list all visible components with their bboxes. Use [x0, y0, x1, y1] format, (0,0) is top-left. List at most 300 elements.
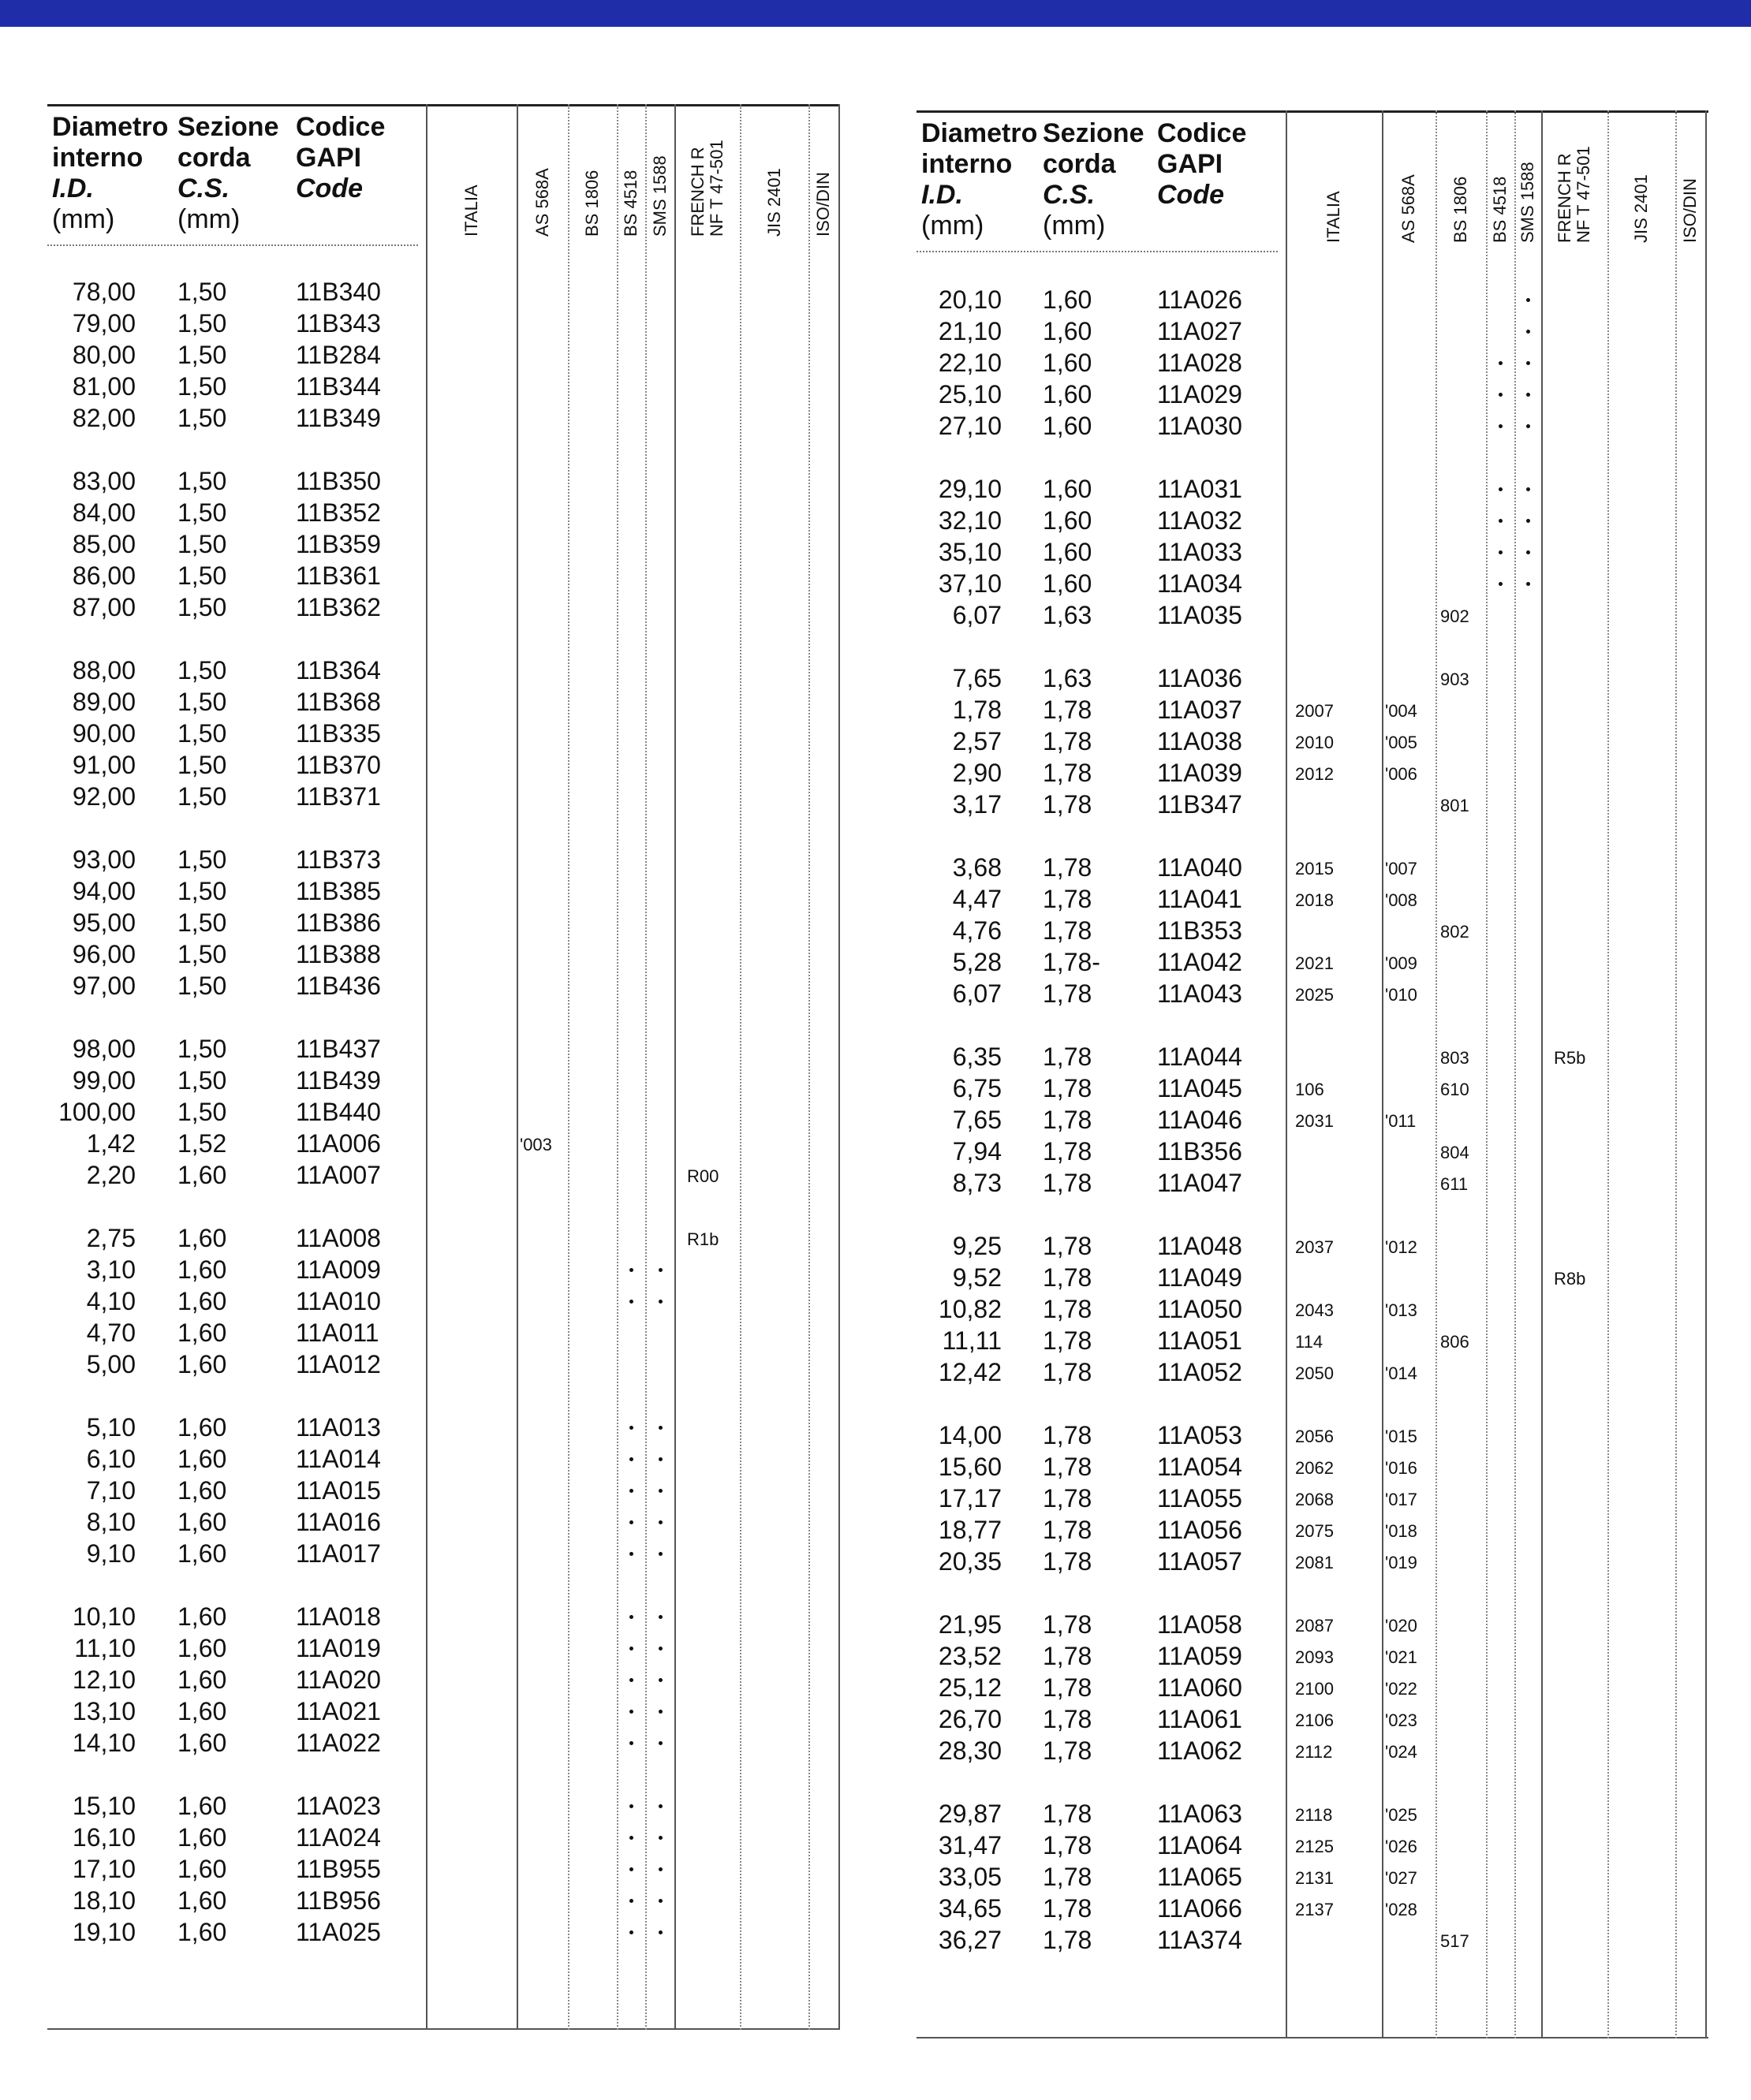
cross-section-value: 1,50: [177, 782, 227, 811]
inner-diameter-value: 5,28: [952, 948, 1002, 976]
cross-section-value: 1,60: [177, 1161, 227, 1189]
header-bottom-rule: [917, 251, 1278, 252]
gapi-code-value: 11A024: [296, 1823, 381, 1852]
bs4518-bullet: [629, 1647, 633, 1651]
as568a-ref: '006: [1385, 764, 1417, 784]
cross-section-value: 1,78: [1043, 1484, 1092, 1513]
inner-diameter-value: 17,17: [938, 1484, 1002, 1513]
column-divider: [674, 104, 676, 2030]
column-divider: [1675, 110, 1677, 2038]
gapi-code-value: 11A047: [1157, 1169, 1242, 1197]
gapi-code-value: 11A042: [1157, 948, 1242, 976]
inner-diameter-value: 79,00: [72, 309, 136, 338]
std-bs4518-label: BS 4518: [1490, 176, 1510, 243]
gapi-code-value: 11A049: [1157, 1263, 1242, 1292]
as568a-ref: '004: [1385, 701, 1417, 721]
column-divider: [517, 104, 518, 2030]
inner-diameter-value: 25,10: [938, 380, 1002, 408]
header-bottom-rule: [47, 244, 418, 246]
cross-section-header-line: corda: [1043, 149, 1116, 179]
gapi-code-value: 11A039: [1157, 759, 1242, 787]
gapi-code-header-line: Code: [1157, 180, 1224, 210]
gapi-code-value: 11B350: [296, 467, 381, 495]
inner-diameter-value: 94,00: [72, 877, 136, 905]
inner-diameter-value: 6,10: [86, 1445, 136, 1473]
as568a-ref: '009: [1385, 953, 1417, 973]
cross-section-value: 1,60: [1043, 317, 1092, 345]
gapi-code-value: 11A022: [296, 1729, 381, 1757]
gapi-code-value: 11A032: [1157, 506, 1242, 535]
bs4518-bullet: [1499, 582, 1503, 586]
sms1588-bullet: [659, 1268, 663, 1272]
bs1806-ref: 610: [1440, 1080, 1469, 1099]
cross-section-value: 1,52: [177, 1129, 227, 1158]
gapi-code-value: 11B368: [296, 688, 381, 716]
cross-section-value: 1,78: [1043, 1894, 1092, 1923]
gapi-code-value: 11A062: [1157, 1736, 1242, 1765]
bs4518-bullet: [629, 1930, 633, 1934]
bs4518-bullet: [629, 1867, 633, 1871]
gapi-code-value: 11B352: [296, 498, 381, 527]
inner-diameter-value: 1,78: [952, 696, 1002, 724]
cross-section-value: 1,63: [1043, 664, 1092, 692]
gapi-code-value: 11A043: [1157, 979, 1242, 1008]
italia-ref: 2021: [1295, 953, 1334, 973]
sms1588-bullet: [1526, 582, 1530, 586]
inner-diameter-value: 80,00: [72, 341, 136, 369]
inner-diameter-value: 2,90: [952, 759, 1002, 787]
inner-diameter-value: 2,75: [86, 1224, 136, 1252]
bs1806-ref: 611: [1440, 1174, 1469, 1194]
cross-section-value: 1,78: [1043, 759, 1092, 787]
bs4518-bullet: [629, 1615, 633, 1619]
gapi-code-value: 11A064: [1157, 1831, 1242, 1859]
cross-section-value: 1,78: [1043, 1673, 1092, 1702]
italia-ref: 2137: [1295, 1900, 1334, 1919]
inner-diameter-value: 100,00: [58, 1098, 136, 1126]
bs4518-bullet: [629, 1741, 633, 1745]
sms1588-bullet: [1526, 424, 1530, 428]
inner-diameter-value: 12,10: [72, 1665, 136, 1694]
as568a-ref: '016: [1385, 1458, 1417, 1478]
gapi-code-value: 11A011: [296, 1319, 379, 1347]
inner-diameter-value: 34,65: [938, 1894, 1002, 1923]
cross-section-value: 1,78: [1043, 1736, 1092, 1765]
inner-diameter-value: 8,73: [952, 1169, 1002, 1197]
gapi-code-header-line: GAPI: [296, 143, 362, 173]
std-italia-label: ITALIA: [1324, 191, 1343, 243]
gapi-code-value: 11A058: [1157, 1610, 1242, 1639]
inner-diameter-value: 10,82: [938, 1295, 1002, 1323]
as568a-ref: '010: [1385, 985, 1417, 1005]
column-divider: [568, 104, 569, 2030]
inner-diameter-value: 86,00: [72, 561, 136, 590]
gapi-code-header: [1157, 118, 1246, 211]
diameter-header: [921, 118, 1037, 241]
gapi-code-value: 11B343: [296, 309, 381, 338]
italia-ref: 2087: [1295, 1616, 1334, 1636]
inner-diameter-value: 3,17: [952, 790, 1002, 819]
sms1588-bullet: [659, 1615, 663, 1619]
cross-section-value: 1,60: [1043, 475, 1092, 503]
as568a-ref: '005: [1385, 733, 1417, 752]
column-divider: [617, 104, 618, 2030]
gapi-code-value: 11A065: [1157, 1863, 1242, 1891]
as568a-ref: '023: [1385, 1710, 1417, 1730]
gapi-code-value: 11B344: [296, 372, 381, 401]
top-color-bar: [0, 0, 1751, 27]
bs4518-bullet: [1499, 519, 1503, 523]
sms1588-bullet: [659, 1930, 663, 1934]
gapi-code-value: 11A020: [296, 1665, 381, 1694]
inner-diameter-value: 6,35: [952, 1043, 1002, 1071]
column-divider: [1436, 110, 1437, 2038]
as568a-ref: '015: [1385, 1427, 1417, 1446]
bs4518-bullet: [629, 1426, 633, 1430]
inner-diameter-value: 2,57: [952, 727, 1002, 755]
right-table-panel: [917, 110, 1708, 2038]
gapi-code-value: 11A055: [1157, 1484, 1242, 1513]
column-divider: [808, 104, 810, 2030]
cross-section-value: 1,78: [1043, 1295, 1092, 1323]
inner-diameter-value: 92,00: [72, 782, 136, 811]
cross-section-value: 1,78: [1043, 1516, 1092, 1544]
sms1588-bullet: [659, 1457, 663, 1461]
cross-section-value: 1,60: [177, 1445, 227, 1473]
gapi-code-value: 11A050: [1157, 1295, 1242, 1323]
cross-section-value: 1,60: [177, 1255, 227, 1284]
gapi-code-value: 11B356: [1157, 1137, 1242, 1166]
sms1588-bullet: [1526, 361, 1530, 365]
inner-diameter-value: 3,68: [952, 853, 1002, 882]
diameter-header-line: I.D.: [52, 173, 94, 203]
gapi-code-value: 11A056: [1157, 1516, 1242, 1544]
cross-section-header-line: Sezione: [177, 112, 279, 142]
gapi-code-value: 11B359: [296, 530, 381, 558]
gapi-code-value: 11B340: [296, 278, 381, 306]
italia-ref: 2043: [1295, 1300, 1334, 1320]
cross-section-value: 1,50: [177, 908, 227, 937]
std-jis2401-label: JIS 2401: [1631, 174, 1651, 243]
bs1806-ref: 517: [1440, 1931, 1469, 1951]
inner-diameter-value: 4,47: [952, 885, 1002, 913]
cross-section-value: 1,50: [177, 278, 227, 306]
italia-ref: 2118: [1295, 1805, 1333, 1825]
cross-section-value: 1,60: [1043, 349, 1092, 377]
cross-section-value: 1,50: [177, 656, 227, 684]
cross-section-value: 1,50: [177, 1035, 227, 1063]
gapi-code-value: 11A023: [296, 1792, 381, 1820]
bs4518-bullet: [629, 1457, 633, 1461]
inner-diameter-value: 91,00: [72, 751, 136, 779]
sms1588-bullet: [659, 1899, 663, 1903]
cross-section-value: 1,78: [1043, 1137, 1092, 1166]
cross-section-value: 1,60: [177, 1224, 227, 1252]
italia-ref: 2131: [1295, 1868, 1334, 1888]
italia-ref: 2012: [1295, 764, 1334, 784]
gapi-code-value: 11A063: [1157, 1800, 1242, 1828]
inner-diameter-value: 9,52: [952, 1263, 1002, 1292]
gapi-code-value: 11A014: [296, 1445, 381, 1473]
italia-ref: 2050: [1295, 1363, 1334, 1383]
cross-section-value: 1,60: [177, 1792, 227, 1820]
as568a-ref: '019: [1385, 1553, 1417, 1572]
gapi-code-value: 11A034: [1157, 569, 1242, 598]
column-divider: [1607, 110, 1609, 2038]
gapi-code-value: 11B373: [296, 845, 381, 874]
std-isodin-label: ISO/DIN: [1680, 178, 1700, 243]
gapi-code-value: 11B362: [296, 593, 381, 621]
inner-diameter-value: 1,42: [86, 1129, 136, 1158]
inner-diameter-value: 87,00: [72, 593, 136, 621]
gapi-code-value: 11B284: [296, 341, 381, 369]
inner-diameter-value: 29,10: [938, 475, 1002, 503]
inner-diameter-value: 14,00: [938, 1421, 1002, 1449]
cross-section-value: 1,60: [177, 1697, 227, 1725]
bs1806-ref: 806: [1440, 1332, 1469, 1352]
inner-diameter-value: 33,05: [938, 1863, 1002, 1891]
bs4518-bullet: [1499, 393, 1503, 397]
bs1806-ref: 801: [1440, 796, 1469, 815]
std-jis2401-label: JIS 2401: [763, 168, 784, 237]
inner-diameter-value: 15,60: [938, 1453, 1002, 1481]
cross-section-value: 1,50: [177, 341, 227, 369]
gapi-code-value: 11A016: [296, 1508, 381, 1536]
french-ref: R00: [687, 1166, 719, 1186]
cross-section-value: 1,78: [1043, 1453, 1092, 1481]
diameter-header-line: interno: [921, 149, 1013, 179]
sms1588-bullet: [659, 1741, 663, 1745]
gapi-code-value: 11B386: [296, 908, 381, 937]
as568a-ref: '014: [1385, 1363, 1417, 1383]
cross-section-value: 1,78: [1043, 1547, 1092, 1576]
as568a-ref: '021: [1385, 1647, 1417, 1667]
gapi-code-value: 11B335: [296, 719, 381, 748]
gapi-code-value: 11A015: [296, 1476, 381, 1505]
gapi-code-value: 11A046: [1157, 1106, 1242, 1134]
as568a-ref: '020: [1385, 1616, 1417, 1636]
gapi-code-header-line: GAPI: [1157, 149, 1223, 179]
cross-section-value: 1,78: [1043, 979, 1092, 1008]
gapi-code-value: 11A051: [1157, 1326, 1242, 1355]
gapi-code-value: 11A060: [1157, 1673, 1242, 1702]
inner-diameter-value: 81,00: [72, 372, 136, 401]
table-bottom-rule: [47, 2028, 840, 2030]
french-ref: R8b: [1554, 1269, 1586, 1289]
gapi-code-header-line: Codice: [296, 112, 386, 142]
as568a-ref: '011: [1385, 1111, 1417, 1131]
gapi-code-value: 11A009: [296, 1255, 381, 1284]
italia-ref: 2037: [1295, 1237, 1334, 1257]
inner-diameter-value: 18,10: [72, 1886, 136, 1915]
inner-diameter-value: 83,00: [72, 467, 136, 495]
sms1588-bullet: [1526, 298, 1530, 302]
column-divider: [1382, 110, 1383, 2038]
cross-section-value: 1,50: [177, 530, 227, 558]
bs4518-bullet: [1499, 424, 1503, 428]
cross-section-value: 1,78: [1043, 696, 1092, 724]
cross-section-header-line: (mm): [177, 204, 241, 234]
column-divider: [645, 104, 647, 2030]
inner-diameter-value: 7,10: [86, 1476, 136, 1505]
column-divider: [1541, 110, 1543, 2038]
column-divider: [740, 104, 741, 2030]
inner-diameter-value: 31,47: [938, 1831, 1002, 1859]
sms1588-bullet: [659, 1678, 663, 1682]
inner-diameter-value: 13,10: [72, 1697, 136, 1725]
cross-section-value: 1,78: [1043, 790, 1092, 819]
diameter-header-line: (mm): [921, 211, 984, 241]
cross-section-value: 1,78: [1043, 1800, 1092, 1828]
as568a-ref: '017: [1385, 1490, 1417, 1509]
gapi-code-value: 11A008: [296, 1224, 381, 1252]
inner-diameter-value: 20,35: [938, 1547, 1002, 1576]
std-bs1806-label: BS 1806: [582, 170, 602, 237]
cross-section-value: 1,78: [1043, 1169, 1092, 1197]
inner-diameter-value: 93,00: [72, 845, 136, 874]
std-as568a-label: AS 568A: [532, 168, 552, 237]
bs4518-bullet: [1499, 361, 1503, 365]
inner-diameter-value: 8,10: [86, 1508, 136, 1536]
sms1588-bullet: [659, 1300, 663, 1304]
gapi-code-value: 11A031: [1157, 475, 1242, 503]
std-as568a-label: AS 568A: [1398, 174, 1418, 243]
cross-section-value: 1,78: [1043, 1831, 1092, 1859]
cross-section-value: 1,50: [177, 972, 227, 1000]
column-divider: [838, 104, 840, 2030]
cross-section-value: 1,60: [177, 1319, 227, 1347]
bs4518-bullet: [629, 1836, 633, 1840]
inner-diameter-value: 28,30: [938, 1736, 1002, 1765]
cross-section-value: 1,50: [177, 1066, 227, 1095]
inner-diameter-value: 95,00: [72, 908, 136, 937]
gapi-code-value: 11A066: [1157, 1894, 1242, 1923]
cross-section-value: 1,60: [177, 1508, 227, 1536]
inner-diameter-value: 17,10: [72, 1855, 136, 1883]
sms1588-bullet: [659, 1520, 663, 1524]
gapi-code-value: 11A006: [296, 1129, 381, 1158]
italia-ref: 2031: [1295, 1111, 1334, 1131]
std-bs1806-label: BS 1806: [1450, 176, 1470, 243]
gapi-code-value: 11B440: [296, 1098, 381, 1126]
italia-ref: 2081: [1295, 1553, 1334, 1572]
std-sms1588-label: SMS 1588: [649, 155, 670, 237]
inner-diameter-value: 7,65: [952, 1106, 1002, 1134]
sms1588-bullet: [659, 1489, 663, 1493]
inner-diameter-value: 98,00: [72, 1035, 136, 1063]
inner-diameter-value: 4,70: [86, 1319, 136, 1347]
cross-section-header-line: C.S.: [177, 173, 230, 203]
gapi-code-value: 11A012: [296, 1350, 381, 1378]
sms1588-bullet: [659, 1867, 663, 1871]
column-divider: [1486, 110, 1488, 2038]
italia-ref: 2056: [1295, 1427, 1334, 1446]
french-ref: R5b: [1554, 1048, 1586, 1068]
inner-diameter-value: 7,94: [952, 1137, 1002, 1166]
french-ref: R1b: [687, 1229, 719, 1249]
cross-section-value: 1,60: [1043, 412, 1092, 440]
column-divider: [426, 104, 427, 2030]
cross-section-value: 1,50: [177, 404, 227, 432]
cross-section-value: 1,78: [1043, 1705, 1092, 1733]
header-top-rule: [917, 110, 1708, 113]
gapi-code-header-line: Codice: [1157, 118, 1247, 148]
italia-ref: 2018: [1295, 890, 1334, 910]
std-bs4518-label: BS 4518: [621, 170, 640, 237]
cross-section-value: 1,63: [1043, 601, 1092, 629]
gapi-code-value: 11B437: [296, 1035, 381, 1063]
sms1588-bullet: [659, 1426, 663, 1430]
bs4518-bullet: [1499, 487, 1503, 491]
gapi-code-value: 11A013: [296, 1413, 381, 1442]
cross-section-value: 1,78: [1043, 1074, 1092, 1102]
as568a-ref: '027: [1385, 1868, 1417, 1888]
inner-diameter-value: 19,10: [72, 1918, 136, 1946]
bs4518-bullet: [629, 1899, 633, 1903]
cross-section-value: 1,60: [1043, 506, 1092, 535]
std-isodin-label: ISO/DIN: [813, 172, 833, 237]
inner-diameter-value: 4,76: [952, 916, 1002, 945]
as568a-ref: '013: [1385, 1300, 1417, 1320]
gapi-code-value: 11A040: [1157, 853, 1242, 882]
cross-section-value: 1,78: [1043, 1043, 1092, 1071]
italia-ref: 2093: [1295, 1647, 1334, 1667]
gapi-code-value: 11B439: [296, 1066, 381, 1095]
inner-diameter-value: 5,10: [86, 1413, 136, 1442]
left-table-panel: [47, 104, 840, 2030]
inner-diameter-value: 14,10: [72, 1729, 136, 1757]
cross-section-value: 1,60: [177, 1886, 227, 1915]
inner-diameter-value: 11,10: [74, 1634, 136, 1662]
inner-diameter-value: 23,52: [938, 1642, 1002, 1670]
gapi-code-value: 11A028: [1157, 349, 1242, 377]
sms1588-bullet: [1526, 487, 1530, 491]
inner-diameter-value: 26,70: [938, 1705, 1002, 1733]
cross-section-value: 1,60: [177, 1413, 227, 1442]
sms1588-bullet: [659, 1804, 663, 1808]
cross-section-header: [1043, 118, 1144, 241]
gapi-code-value: 11A053: [1157, 1421, 1242, 1449]
cross-section-value: 1,50: [177, 372, 227, 401]
std-italia-label: ITALIA: [461, 185, 481, 237]
inner-diameter-value: 16,10: [72, 1823, 136, 1852]
cross-section-value: 1,78: [1043, 1642, 1092, 1670]
inner-diameter-value: 85,00: [72, 530, 136, 558]
bs4518-bullet: [629, 1300, 633, 1304]
gapi-code-value: 11A019: [296, 1634, 381, 1662]
bs4518-bullet: [629, 1489, 633, 1493]
inner-diameter-value: 6,07: [952, 601, 1002, 629]
inner-diameter-value: 21,10: [938, 317, 1002, 345]
std-french-label: FRENCH R: [1555, 153, 1574, 243]
sms1588-bullet: [659, 1647, 663, 1651]
gapi-code-value: 11A374: [1157, 1926, 1242, 1954]
inner-diameter-value: 97,00: [72, 972, 136, 1000]
std-nft-label: NF T 47-501: [1574, 146, 1593, 243]
gapi-code-value: 11A038: [1157, 727, 1242, 755]
cross-section-header-line: C.S.: [1043, 180, 1096, 210]
cross-section-value: 1,50: [177, 561, 227, 590]
cross-section-header-line: (mm): [1043, 211, 1106, 241]
cross-section-value: 1,78: [1043, 1926, 1092, 1954]
bs1806-ref: 802: [1440, 922, 1469, 942]
cross-section-value: 1,60: [177, 1287, 227, 1315]
gapi-code-value: 11A010: [296, 1287, 381, 1315]
bs1806-ref: 903: [1440, 670, 1469, 689]
inner-diameter-value: 89,00: [72, 688, 136, 716]
italia-ref: 2025: [1295, 985, 1334, 1005]
italia-ref: 2015: [1295, 859, 1334, 878]
